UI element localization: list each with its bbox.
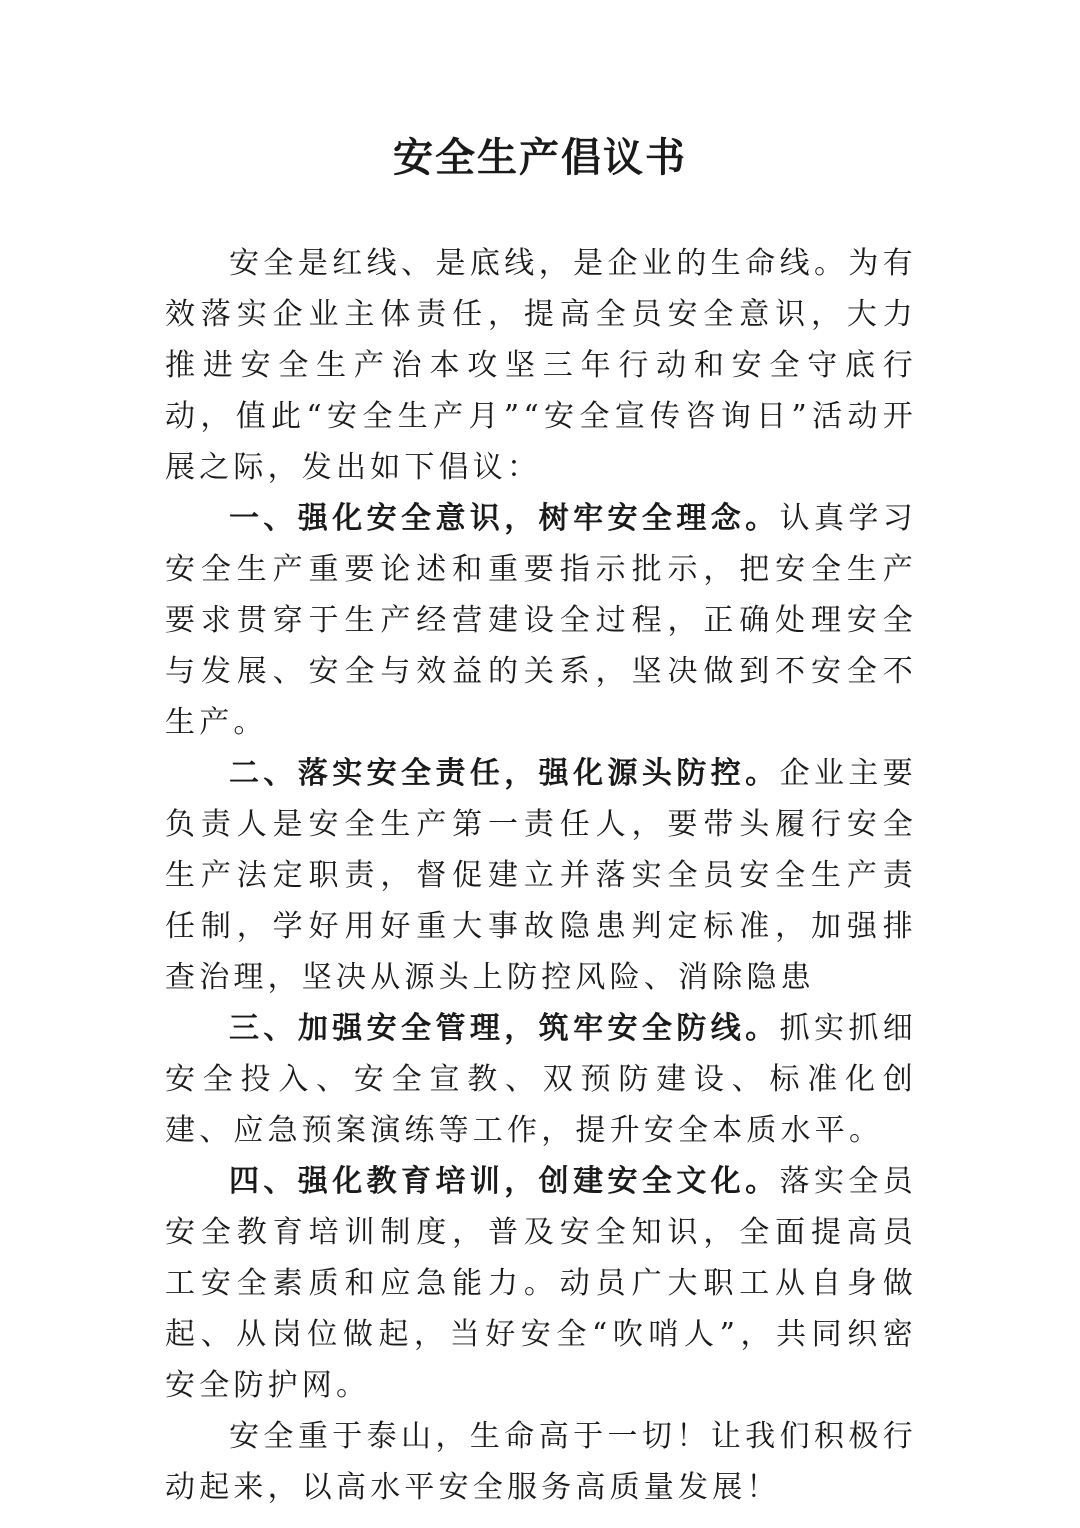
proposal-heading-3: 三、加强安全管理，筑牢安全防线。 [229,1011,780,1046]
document-title: 安全生产倡议书 [393,134,687,181]
proposal-item-2 [165,748,917,1003]
closing-paragraph: 安全重于泰山，生命高于一切！让我们积极行动起来，以高水平安全服务高质量发展！ [165,1419,917,1505]
proposal-text-3: 抓实抓细安全投入、安全宣教、双预防建设、标准化创建、应急预案演练等工作，提升安全本质水平。 [165,1011,917,1148]
proposal-item-4 [165,1156,917,1411]
document-body [165,238,917,1513]
proposal-text-1: 认真学习安全生产重要论述和重要指示批示，把安全生产要求贯穿于生产经营建设全过程，正确处理安全与发展、安全与效益的关系，坚决做到不安全不生产。 [165,501,917,740]
proposal-text-4: 落实全员安全教育培训制度，普及安全知识，全面提高员工安全素质和应急能力。动员广大职工从自身做起、从岗位做起，当好安全“吹哨人”，共同织密安全防护网。 [165,1164,917,1403]
proposal-heading-1: 一、强化安全意识，树牢安全理念。 [229,501,780,536]
proposal-text-2: 企业主要负责人是安全生产第一责任人，要带头履行安全生产法定职责，督促建立并落实全员安全生产责任制，学好用好重大事故隐患判定标准，加强排查治理，坚决从源头上防控风险、消除隐患 [165,756,917,995]
proposal-heading-2: 二、落实安全责任，强化源头防控。 [229,756,780,791]
intro-paragraph: 安全是红线、是底线，是企业的生命线。为有效落实企业主体责任，提高全员安全意识，大力推进安全生产治本攻坚三年行动和安全守底行动，值此“安全生产月”“安全宣传咨询日”活动开展之际，发出如下倡议： [165,246,917,485]
proposal-heading-4: 四、强化教育培训，创建安全文化。 [229,1164,780,1199]
proposal-item-3 [165,1003,917,1156]
proposal-item-1 [165,493,917,748]
